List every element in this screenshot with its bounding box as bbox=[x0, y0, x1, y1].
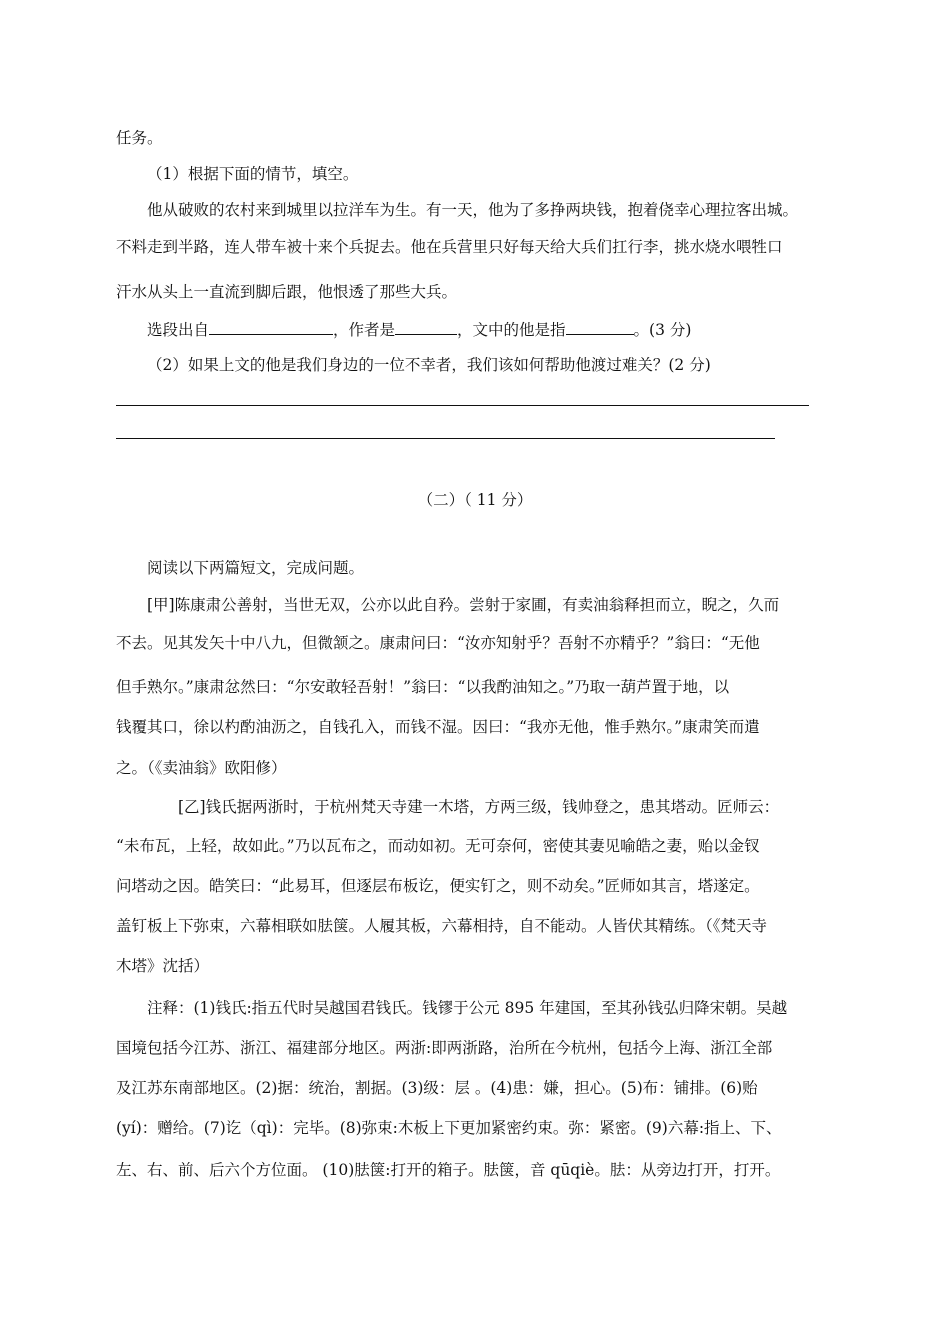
answer-line[interactable] bbox=[116, 405, 809, 406]
passage-jia-line: 但手熟尔。”康肃忿然曰：“尔安敢轻吾射！”翁曰：“以我酌油知之。”乃取一葫芦置于地，以 bbox=[116, 678, 730, 696]
passage-jia-line: 之。（《卖油翁》欧阳修） bbox=[116, 759, 287, 777]
section-heading: （二）（ 11 分） bbox=[417, 491, 533, 509]
notes-line: 注释：(1)钱氏:指五代时吴越国君钱氏。钱镠于公元 895 年建国，至其孙钱弘归降宋朝。吴越 bbox=[147, 999, 788, 1017]
fill-label-points: 。(3 分) bbox=[633, 321, 692, 339]
passage-line: 他从破败的农村来到城里以拉洋车为生。有一天，他为了多挣两块钱，抱着侥幸心理拉客出城。 bbox=[147, 201, 799, 219]
passage-jia-line: 不去。见其发矢十中八九，但微颔之。康肃问曰：“汝亦知射乎？吾射不亦精乎？”翁曰：“无他 bbox=[116, 634, 760, 652]
fill-label-he: ，文中的他是指 bbox=[457, 321, 566, 339]
passage-line: 汗水从头上一直流到脚后跟，他恨透了那些大兵。 bbox=[116, 283, 458, 301]
instruction-line: 阅读以下两篇短文，完成问题。 bbox=[147, 559, 365, 577]
notes-line: 左、右、前、后六个方位面。 (10)胠箧:打开的箱子。胠箧，音 qūqiè。胠：从旁边打开，打开。 bbox=[116, 1161, 781, 1179]
passage-jia-line: 钱覆其口，徐以杓酌油沥之，自钱孔入，而钱不湿。因曰：“我亦无他，惟手熟尔。”康肃笑而遣 bbox=[116, 718, 760, 736]
notes-line: 及江苏东南部地区。(2)据：统治，割据。(3)级：层 。(4)患：嫌，担心。(5)布：铺排。(6)贻 bbox=[116, 1079, 758, 1097]
passage-jia-line: [甲]陈康肃公善射，当世无双，公亦以此自矜。尝射于家圃，有卖油翁释担而立，睨之，久而 bbox=[147, 596, 780, 614]
passage-yi-line: “未布瓦，上轻，故如此。”乃以瓦布之，而动如初。无可奈何，密使其妻见喻皓之妻，贻以金钗 bbox=[116, 837, 760, 855]
notes-line: 国境包括今江苏、浙江、福建部分地区。两浙:即两浙路，治所在今杭州，包括今上海、浙江全部 bbox=[116, 1039, 773, 1057]
fill-label-source: 选段出自 bbox=[147, 321, 210, 339]
blank-source[interactable] bbox=[209, 318, 333, 335]
answer-line[interactable] bbox=[116, 438, 775, 439]
blank-he[interactable] bbox=[566, 318, 634, 335]
passage-line: 不料走到半路，连人带车被十来个兵捉去。他在兵营里只好每天给大兵们扛行李，挑水烧水喂牲口 bbox=[116, 238, 783, 256]
fill-label-author: ，作者是 bbox=[333, 321, 396, 339]
passage-yi-line: 问塔动之因。皓笑曰：“此易耳，但逐层布板讫，便实钉之，则不动矣。”匠师如其言，塔遂定。 bbox=[116, 877, 760, 895]
question-1-prompt: （1）根据下面的情节，填空。 bbox=[147, 165, 359, 183]
fill-in-line bbox=[147, 318, 691, 340]
passage-yi-line: 木塔》沈括） bbox=[116, 957, 210, 975]
blank-author[interactable] bbox=[395, 318, 457, 335]
passage-yi-line: 盖钉板上下弥束，六幕相联如胠箧。人履其板，六幕相持，自不能动。人皆伏其精练。（《梵天寺 bbox=[116, 917, 768, 935]
question-2-prompt: （2）如果上文的他是我们身边的一位不幸者，我们该如何帮助他渡过难关？(2 分) bbox=[147, 356, 711, 374]
notes-line: (yí)：赠给。(7)讫（qì)：完毕。(8)弥束:木板上下更加紧密约束。弥：紧密。(9)六幕:指上、下、 bbox=[116, 1119, 782, 1137]
text-line: 任务。 bbox=[116, 129, 163, 147]
passage-yi-line: [乙]钱氏据两浙时，于杭州梵天寺建一木塔，方两三级，钱帅登之，患其塔动。匠师云： bbox=[178, 798, 780, 816]
